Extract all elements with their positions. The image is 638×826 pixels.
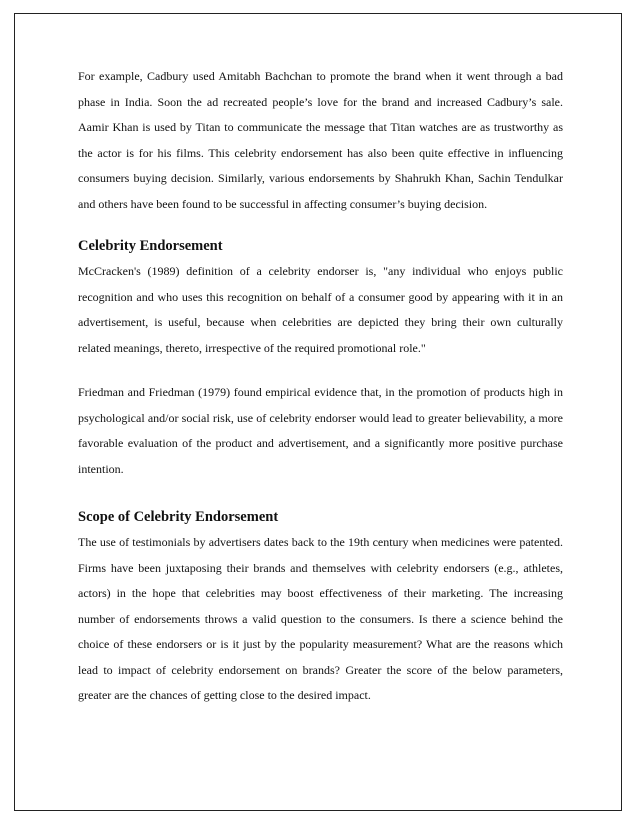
document-body	[78, 64, 563, 709]
scope-heading: Scope of Celebrity Endorsement	[78, 509, 279, 525]
celebrity-endorsement-heading: Celebrity Endorsement	[78, 238, 223, 254]
mccracken-definition-paragraph: McCracken's (1989) definition of a celebrity endorser is, "any individual who enjoys public recognition and who uses this recognition on behalf of a consumer good by appearing with it in an advertisement, is useful, because when celebrities are depicted they bring their own culturally related meanings, thereto, irrespective of the required promotional role."	[78, 264, 563, 355]
intro-paragraph: For example, Cadbury used Amitabh Bachchan to promote the brand when it went through a bad phase in India. Soon the ad recreated people’s love for the brand and increased Cadbury’s sale. Aamir Khan is used by Titan to communicate the message that Titan watches are as trustworthy as the actor is for his films. This celebrity endorsement has also been quite effective in influencing consumers buying decision. Similarly, various endorsements by Shahrukh Khan, Sachin Tendulkar and others have been found to be successful in affecting consumer’s buying decision.	[78, 69, 563, 211]
friedman-paragraph: Friedman and Friedman (1979) found empirical evidence that, in the promotion of products high in psychological and/or social risk, use of celebrity endorser would lead to greater believability, a more favorable evaluation of the product and advertisement, and a significantly more positive purchase intention.	[78, 385, 563, 476]
scope-paragraph: The use of testimonials by advertisers dates back to the 19th century when medicines were patented. Firms have been juxtaposing their brands and themselves with celebrity endorsers (e.g., athletes, actors) in the hope that celebrities may boost effectiveness of their marketing. The increasing number of endorsements throws a valid question to the consumers. Is there a science behind the choice of these endorsers or is it just by the popularity measurement? What are the reasons which lead to impact of celebrity endorsement on brands? Greater the score of the below parameters, greater are the chances of getting close to the desired impact.	[78, 535, 563, 702]
